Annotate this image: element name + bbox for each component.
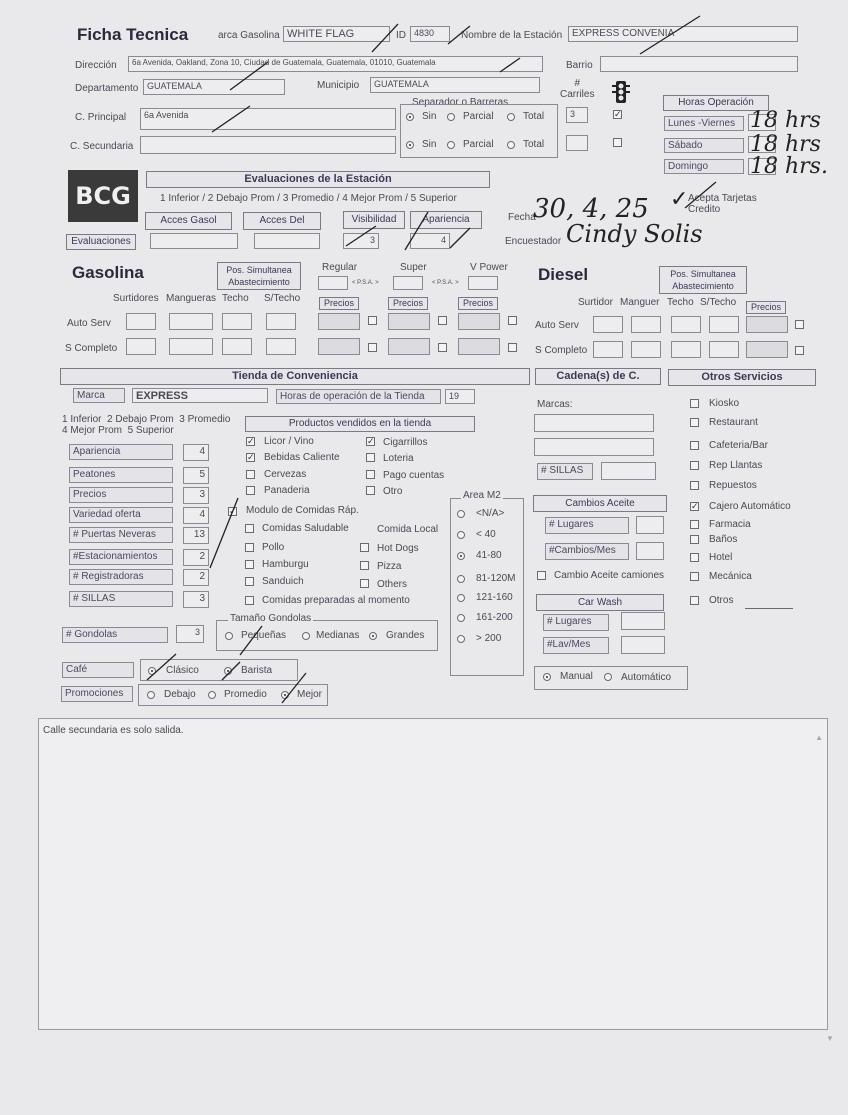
visibilidad-label: Visibilidad xyxy=(343,211,405,229)
tamano-pequenas-radio[interactable] xyxy=(225,632,233,640)
tamano-medianas-radio[interactable] xyxy=(302,632,310,640)
producto-label: Cigarrillos xyxy=(383,437,428,448)
servicio-checkbox[interactable] xyxy=(690,461,699,470)
vpower-field[interactable] xyxy=(468,276,498,290)
sabado-hw-value: 18 hrs xyxy=(750,132,821,157)
gas-auto-mangueras[interactable] xyxy=(169,313,213,330)
carwash-lugares-label: # Lugares xyxy=(543,614,609,631)
area-m2-title: Area M2 xyxy=(463,490,501,501)
producto-label: Pago cuentas xyxy=(383,470,445,481)
producto-checkbox[interactable] xyxy=(246,486,255,495)
productos-header: Productos vendidos en la tienda xyxy=(245,416,475,432)
tamano-pequenas-label: Pequeñas xyxy=(241,630,287,641)
diesel-precios-button[interactable]: Precios xyxy=(746,301,786,314)
metric-value-field[interactable]: 5 xyxy=(183,467,209,484)
nombre-estacion-field[interactable]: EXPRESS CONVENIA xyxy=(568,26,798,42)
producto-checkbox[interactable]: ✓ xyxy=(247,436,255,446)
domingo-hw-value: 18 hrs. xyxy=(750,154,828,179)
comida-label: Comidas preparadas al momento xyxy=(262,595,410,606)
acepta-tarjetas-label: Acepta Tarjetas Credito xyxy=(688,193,757,215)
direccion-label: Dirección xyxy=(75,60,117,71)
metric-label: # Puertas Neveras xyxy=(69,527,173,543)
gas-sc-precio-super[interactable] xyxy=(388,338,430,355)
departamento-field[interactable]: GUATEMALA xyxy=(143,79,285,95)
encuestador-value: Cindy Solis xyxy=(566,220,703,248)
cadenas-marca-2[interactable] xyxy=(534,438,654,456)
servicio-checkbox[interactable] xyxy=(690,596,699,605)
comida-label: Pizza xyxy=(377,561,402,572)
evaluaciones-header: Evaluaciones de la Estación xyxy=(146,171,490,188)
horas-operacion-header: Horas Operación xyxy=(663,95,769,111)
servicio-checkbox[interactable] xyxy=(690,572,699,581)
gas-auto-techo[interactable] xyxy=(222,313,252,330)
servicio-label: Hotel xyxy=(709,552,733,563)
gas-sc-precio-vpower[interactable] xyxy=(458,338,500,355)
bcg-logo: BCG xyxy=(68,170,138,222)
tienda-marca-label: Marca xyxy=(73,388,125,403)
lunes-hw-value: 18 hrs xyxy=(750,108,821,133)
gas-auto-stecho[interactable] xyxy=(266,313,296,330)
carwash-automatico-label: Automático xyxy=(621,672,672,683)
gas-sc-techo[interactable] xyxy=(222,338,252,355)
calle-principal-label: C. Principal xyxy=(75,112,127,123)
cadenas-sillas-field[interactable] xyxy=(601,462,656,480)
diesel-stecho-label: S/Techo xyxy=(700,297,737,308)
direccion-field[interactable]: 6a Avenida, Oakland, Zona 10, Ciudad de Guatemala, Guatemala, 01010, Guatemala xyxy=(128,56,543,72)
servicio-checkbox[interactable] xyxy=(690,535,699,544)
metric-value-field[interactable]: 4 xyxy=(183,507,209,524)
metric-value-field[interactable]: 4 xyxy=(183,444,209,461)
domingo-label: Domingo xyxy=(664,159,744,174)
comida-checkbox[interactable] xyxy=(245,560,254,569)
gas-sc-stecho[interactable] xyxy=(266,338,296,355)
horas-tienda-field[interactable]: 19 xyxy=(445,389,475,404)
metric-label: Peatones xyxy=(69,467,173,483)
diesel-surtidor-label: Surtidor xyxy=(578,297,614,308)
sabado-label: Sábado xyxy=(664,138,744,153)
producto-checkbox[interactable] xyxy=(366,453,375,462)
comida-checkbox[interactable] xyxy=(360,543,369,552)
comida-label: Others xyxy=(377,579,408,590)
carwash-manual-label: Manual xyxy=(560,671,593,682)
comida-checkbox[interactable] xyxy=(245,524,254,533)
notes-textarea[interactable] xyxy=(38,718,828,1030)
promo-debajo-label: Debajo xyxy=(164,689,196,700)
carwash-lugares-field[interactable] xyxy=(621,612,665,630)
servicio-label: Rep Llantas xyxy=(709,460,763,471)
diesel-sc-precio[interactable] xyxy=(746,341,788,358)
horas-tienda-label: Horas de operación de la Tienda xyxy=(276,389,441,404)
producto-checkbox[interactable] xyxy=(366,470,375,479)
diesel-pos-simultanea: Pos. Simultanea Abastecimiento xyxy=(659,266,747,294)
otros-underline xyxy=(745,608,793,609)
gas-auto-super-checkbox[interactable] xyxy=(438,316,447,325)
principal-parcial-label: Parcial xyxy=(463,111,494,122)
producto-label: Loteria xyxy=(383,453,414,464)
area-m2-group xyxy=(450,498,524,676)
producto-checkbox[interactable]: ✓ xyxy=(367,436,375,446)
cafe-group xyxy=(140,659,298,681)
producto-checkbox[interactable] xyxy=(366,486,375,495)
cafe-clasico-radio[interactable] xyxy=(148,667,156,675)
id-label: ID xyxy=(396,30,406,41)
producto-checkbox[interactable]: ✓ xyxy=(247,452,255,462)
diesel-manguer-label: Manguer xyxy=(620,297,660,308)
diesel-auto-surtidor[interactable] xyxy=(593,316,623,333)
psa-label-1: < P.S.A. > xyxy=(352,280,379,286)
servicio-label: Mecánica xyxy=(709,571,752,582)
municipio-field[interactable]: GUATEMALA xyxy=(370,77,540,93)
producto-label: Panaderia xyxy=(264,485,310,496)
cambio-camiones-checkbox[interactable] xyxy=(537,571,546,580)
servicio-label: Repuestos xyxy=(709,480,757,491)
metric-value-field[interactable]: 2 xyxy=(183,569,209,586)
scroll-down-icon[interactable]: ▼ xyxy=(826,1034,834,1043)
servicio-checkbox[interactable] xyxy=(690,399,699,408)
carriles-principal-field[interactable]: 3 xyxy=(566,107,588,123)
producto-checkbox[interactable] xyxy=(246,470,255,479)
diesel-auto-precio[interactable] xyxy=(746,316,788,333)
area-radio[interactable] xyxy=(457,575,465,583)
cambios-mes-label: #Cambios/Mes xyxy=(545,543,629,560)
servicio-label: Kiosko xyxy=(709,398,740,409)
precios-regular-button[interactable]: Precios xyxy=(319,297,359,310)
cafe-barista-radio[interactable] xyxy=(224,667,232,675)
gondolas-label: # Gondolas xyxy=(62,627,168,643)
diesel-title: Diesel xyxy=(538,265,589,284)
cambios-lugares-label: # Lugares xyxy=(545,517,629,534)
diesel-auto-checkbox[interactable] xyxy=(795,320,804,329)
area-label: < 40 xyxy=(476,529,496,540)
diesel-auto-manguer[interactable] xyxy=(631,316,661,333)
secundaria-parcial-label: Parcial xyxy=(463,139,494,150)
area-radio[interactable] xyxy=(457,531,465,539)
precios-vpower-button[interactable]: Precios xyxy=(458,297,498,310)
cambio-camiones-label: Cambio Aceite camiones xyxy=(554,570,665,581)
diesel-sc-techo[interactable] xyxy=(671,341,701,358)
gondolas-field[interactable]: 3 xyxy=(176,625,204,643)
traffic-light-icon xyxy=(612,80,630,109)
metric-label: # Registradoras xyxy=(69,569,173,585)
diesel-sc-stecho[interactable] xyxy=(709,341,739,358)
metric-value-field[interactable]: 3 xyxy=(183,591,209,608)
super-label: Super xyxy=(400,262,427,273)
promo-mejor-radio[interactable] xyxy=(281,691,289,699)
lunes-viernes-label: Lunes -Viernes xyxy=(664,116,744,131)
cafe-label: Café xyxy=(62,662,134,678)
servicio-label: Cajero Automático xyxy=(709,501,791,512)
principal-total-radio[interactable] xyxy=(507,113,515,121)
barrio-label: Barrio xyxy=(566,60,593,71)
diesel-sc-manguer[interactable] xyxy=(631,341,661,358)
secundaria-sin-radio[interactable] xyxy=(406,141,414,149)
promo-mejor-label: Mejor xyxy=(297,689,323,700)
area-radio[interactable] xyxy=(457,635,465,643)
diesel-auto-stecho[interactable] xyxy=(709,316,739,333)
metric-label: #Estacionamientos xyxy=(69,549,173,565)
tamano-grandes-label: Grandes xyxy=(386,630,425,641)
evaluaciones-button[interactable]: Evaluaciones xyxy=(66,234,136,250)
cadenas-header: Cadena(s) de C. xyxy=(535,368,661,385)
acces-del-label: Acces Del xyxy=(243,212,321,230)
cadenas-marcas-label: Marcas: xyxy=(537,399,573,410)
mangueras-label: Mangueras xyxy=(166,293,217,304)
notes-text: Calle secundaria es solo salida. xyxy=(43,725,184,736)
secundaria-semaforo-checkbox[interactable] xyxy=(613,138,622,147)
barrio-field[interactable] xyxy=(600,56,798,72)
comida-label: Pollo xyxy=(262,542,285,553)
metric-label: Variedad oferta xyxy=(69,507,173,523)
cafe-barista-label: Barista xyxy=(241,665,273,676)
comida-checkbox[interactable] xyxy=(245,543,254,552)
tienda-scale: 1 Inferior 2 Debajo Prom 3 Promedio 4 Mejor Prom 5 Superior xyxy=(62,414,231,436)
tamano-medianas-label: Medianas xyxy=(316,630,360,641)
promo-promedio-label: Promedio xyxy=(224,689,267,700)
area-radio[interactable] xyxy=(457,594,465,602)
cafe-clasico-label: Clásico xyxy=(166,665,199,676)
promo-promedio-radio[interactable] xyxy=(208,691,216,699)
carwash-manual-radio[interactable] xyxy=(543,673,551,681)
area-radio[interactable] xyxy=(457,510,465,518)
area-label: 161-200 xyxy=(476,612,513,623)
modulo-comidas-label: Modulo de Comidas Ráp. xyxy=(246,505,359,516)
diesel-s-completo-label: S Completo xyxy=(535,345,588,356)
encuestador-label: Encuestador xyxy=(505,236,562,247)
gas-auto-vpower-checkbox[interactable] xyxy=(508,316,517,325)
servicio-checkbox[interactable] xyxy=(690,553,699,562)
servicio-label: Baños xyxy=(709,534,738,545)
principal-sin-radio[interactable] xyxy=(406,113,414,121)
carwash-automatico-radio[interactable] xyxy=(604,673,612,681)
area-label: 121-160 xyxy=(476,592,513,603)
servicio-checkbox[interactable] xyxy=(690,520,699,529)
area-label: > 200 xyxy=(476,633,502,644)
cadenas-marca-1[interactable] xyxy=(534,414,654,432)
comida-label: Hamburgu xyxy=(262,559,309,570)
diesel-auto-techo[interactable] xyxy=(671,316,701,333)
comida-label: Comidas Saludable xyxy=(262,523,349,534)
gas-sc-regular-checkbox[interactable] xyxy=(368,343,377,352)
secundaria-sin-label: Sin xyxy=(422,139,437,150)
promociones-label: Promociones xyxy=(61,686,133,702)
metric-label: Precios xyxy=(69,487,173,503)
area-radio[interactable] xyxy=(457,614,465,622)
cambios-aceite-header: Cambios Aceite xyxy=(533,495,667,512)
gas-sc-vpower-checkbox[interactable] xyxy=(508,343,517,352)
cadenas-sillas-label: # SILLAS xyxy=(537,463,593,480)
promo-debajo-radio[interactable] xyxy=(147,691,155,699)
principal-total-label: Total xyxy=(523,111,545,122)
secundaria-total-label: Total xyxy=(523,139,545,150)
comida-checkbox[interactable] xyxy=(245,577,254,586)
comida-local-label: Comida Local xyxy=(377,524,439,535)
servicio-label: Otros xyxy=(709,595,734,606)
servicio-checkbox[interactable] xyxy=(690,441,699,450)
tienda-header: Tienda de Conveniencia xyxy=(60,368,530,385)
gas-auto-precio-super[interactable] xyxy=(388,313,430,330)
fecha-value: 30, 4, 25 xyxy=(533,194,649,224)
comida-label: Sanduich xyxy=(262,576,304,587)
techo-label: Techo xyxy=(222,293,249,304)
principal-semaforo-checkbox[interactable]: ✓ xyxy=(614,109,622,119)
gas-auto-precio-regular[interactable] xyxy=(318,313,360,330)
separador-label: Separador o Barreras xyxy=(412,97,509,108)
gas-sc-surtidores[interactable] xyxy=(126,338,156,355)
servicio-label: Farmacia xyxy=(709,519,751,530)
id-field[interactable]: 4830 xyxy=(410,26,450,42)
gas-sc-super-checkbox[interactable] xyxy=(438,343,447,352)
diesel-auto-serv-label: Auto Serv xyxy=(535,320,579,331)
comida-checkbox[interactable] xyxy=(360,579,369,588)
metric-value-field[interactable]: 2 xyxy=(183,549,209,566)
metric-value-field[interactable]: 3 xyxy=(183,487,209,504)
area-radio[interactable] xyxy=(457,552,465,560)
gas-auto-precio-vpower[interactable] xyxy=(458,313,500,330)
gas-auto-serv-label: Auto Serv xyxy=(67,318,111,329)
comida-checkbox[interactable] xyxy=(360,561,369,570)
nombre-estacion-label: Nombre de la Estación xyxy=(461,30,563,41)
calle-principal-field[interactable]: 6a Avenida xyxy=(140,108,396,130)
diesel-sc-surtidor[interactable] xyxy=(593,341,623,358)
acces-gasol-field[interactable] xyxy=(150,233,238,249)
secundaria-total-radio[interactable] xyxy=(507,141,515,149)
marca-gasolina-field[interactable]: WHITE FLAG xyxy=(283,26,390,42)
scroll-up-icon[interactable]: ▲ xyxy=(815,733,823,742)
principal-parcial-radio[interactable] xyxy=(447,113,455,121)
comida-label: Hot Dogs xyxy=(377,543,419,554)
secundaria-parcial-radio[interactable] xyxy=(447,141,455,149)
servicio-checkbox[interactable] xyxy=(690,418,699,427)
regular-label: Regular xyxy=(322,262,358,273)
fecha-label: Fecha xyxy=(508,212,536,223)
psa-label-2: < P.S.A. > xyxy=(432,280,459,286)
carwash-lavmes-field[interactable] xyxy=(621,636,665,654)
municipio-label: Municipio xyxy=(317,80,360,91)
departamento-label: Departamento xyxy=(75,83,139,94)
servicio-label: Restaurant xyxy=(709,417,758,428)
area-label: 81-120M xyxy=(476,573,516,584)
tamano-gondolas-title: Tamaño Gondolas xyxy=(230,613,312,624)
marca-gasolina-label: arca Gasolina xyxy=(218,30,280,41)
calle-secundaria-field[interactable] xyxy=(140,136,396,154)
comida-checkbox[interactable] xyxy=(245,596,254,605)
diesel-sc-checkbox[interactable] xyxy=(795,346,804,355)
regular-field[interactable] xyxy=(318,276,348,290)
tamano-grandes-radio[interactable] xyxy=(369,632,377,640)
acces-del-field[interactable] xyxy=(254,233,320,249)
acces-gasol-label: Acces Gasol xyxy=(145,212,232,230)
area-label: <N/A> xyxy=(476,508,505,519)
visibilidad-field[interactable]: 3 xyxy=(343,233,379,249)
gasolina-pos-simultanea: Pos. Simultanea Abastecimiento xyxy=(217,262,301,290)
carriles-label: # Carriles xyxy=(560,78,595,100)
evaluaciones-scale: 1 Inferior / 2 Debajo Prom / 3 Promedio / 4 Mejor Prom / 5 Superior xyxy=(160,193,457,204)
vpower-label: V Power xyxy=(470,262,508,273)
producto-label: Licor / Vino xyxy=(264,436,314,447)
area-label: 41-80 xyxy=(476,550,502,561)
acepta-tarjetas-checkmark-icon[interactable]: ✓ xyxy=(670,186,689,211)
otros-servicios-header: Otros Servicios xyxy=(668,369,816,386)
metric-value-field[interactable]: 13 xyxy=(183,527,209,544)
diesel-techo-label: Techo xyxy=(667,297,694,308)
apariencia-field[interactable]: 4 xyxy=(410,233,450,249)
surtidores-label: Surtidores xyxy=(113,293,159,304)
gas-auto-regular-checkbox[interactable] xyxy=(368,316,377,325)
super-field[interactable] xyxy=(393,276,423,290)
gas-sc-precio-regular[interactable] xyxy=(318,338,360,355)
producto-label: Otro xyxy=(383,486,403,497)
car-wash-header: Car Wash xyxy=(536,594,664,611)
calle-secundaria-label: C. Secundaria xyxy=(70,141,134,152)
producto-label: Bebidas Caliente xyxy=(264,452,340,463)
gasolina-title: Gasolina xyxy=(72,263,144,282)
stecho-label: S/Techo xyxy=(264,293,301,304)
carriles-secundaria-field[interactable] xyxy=(566,135,588,151)
tienda-marca-field[interactable]: EXPRESS xyxy=(132,388,268,403)
metric-label: Apariencia xyxy=(69,444,173,460)
precios-super-button[interactable]: Precios xyxy=(388,297,428,310)
apariencia-label: Apariencia xyxy=(410,211,482,229)
form-title: Ficha Tecnica xyxy=(77,25,189,44)
servicio-checkbox[interactable] xyxy=(690,481,699,490)
producto-label: Cervezas xyxy=(264,469,307,480)
gas-s-completo-label: S Completo xyxy=(65,343,118,354)
servicio-label: Cafeteria/Bar xyxy=(709,440,768,451)
carwash-lavmes-label: #Lav/Mes xyxy=(543,637,609,654)
modulo-comidas-checkbox[interactable]: ✓ xyxy=(229,506,237,516)
principal-sin-label: Sin xyxy=(422,111,437,122)
metric-label: # SILLAS xyxy=(69,591,173,607)
gas-auto-surtidores[interactable] xyxy=(126,313,156,330)
gas-sc-mangueras[interactable] xyxy=(169,338,213,355)
servicio-checkbox[interactable]: ✓ xyxy=(691,501,699,511)
cambios-lugares-field[interactable] xyxy=(636,516,664,534)
cambios-mes-field[interactable] xyxy=(636,542,664,560)
